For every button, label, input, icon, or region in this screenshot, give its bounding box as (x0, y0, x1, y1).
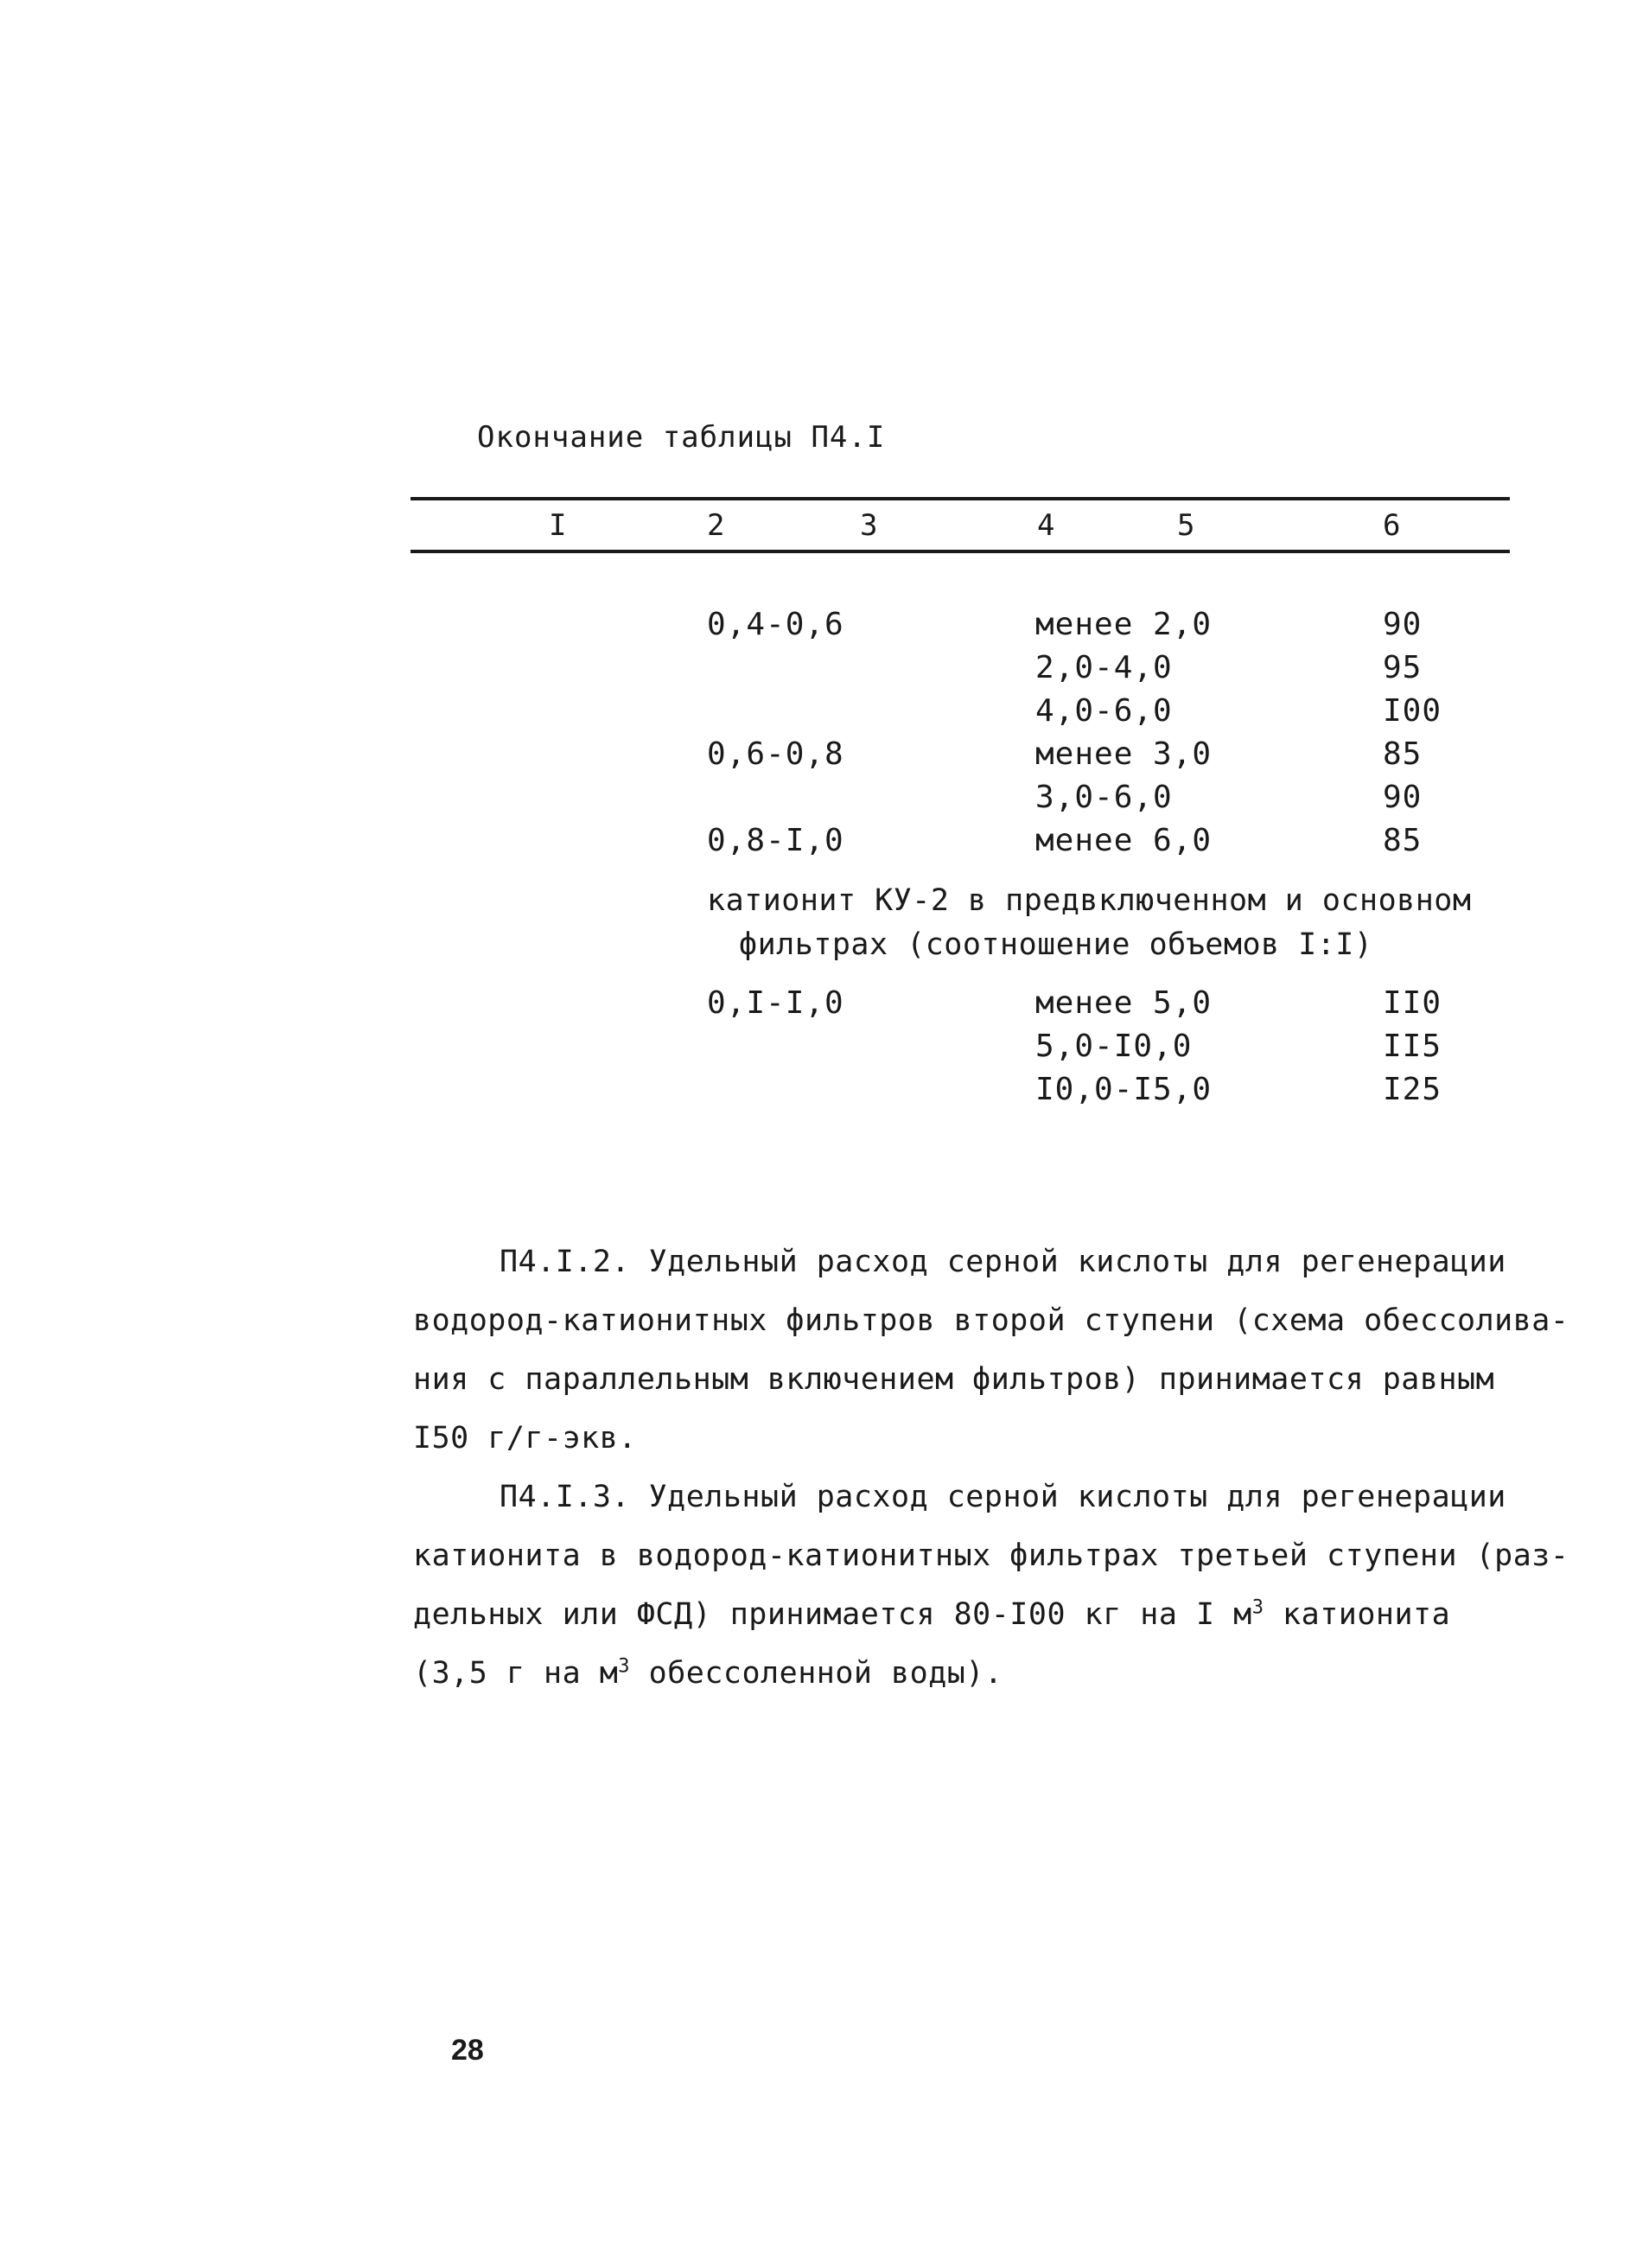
paragraph-2-line-4 (413, 1656, 1003, 1691)
table-cell-col45: менее 2,0 (1035, 607, 1213, 642)
paragraph-1-line-1: П4.I.2. Удельный расход серной кислоты для регенерации (500, 1245, 1506, 1279)
paragraph-1-line-2: водород-катионитных фильтров второй ступени (схема обессолива- (413, 1303, 1569, 1338)
paragraph-2-line-4-tail: обессоленной воды). (630, 1656, 1003, 1691)
table-cell-col45: 5,0-I0,0 (1035, 1029, 1193, 1064)
table-cell-col6: II5 (1383, 1029, 1442, 1064)
table-cell-col6: I25 (1383, 1072, 1442, 1107)
table-cell-col45: менее 6,0 (1035, 823, 1213, 858)
column-number-4: 4 (1037, 508, 1055, 543)
table-cell-col45: 4,0-6,0 (1035, 693, 1173, 729)
table-cell-col45: I0,0-I5,0 (1035, 1072, 1213, 1107)
paragraph-2-line-4-text: (3,5 г на м (413, 1656, 619, 1691)
column-number-5: 5 (1177, 508, 1195, 543)
paragraph-2-line-3-tail: катионита (1264, 1597, 1451, 1632)
column-number-6: 6 (1383, 508, 1401, 543)
paragraph-2-line-1: П4.I.3. Удельный расход серной кислоты для регенерации (500, 1480, 1506, 1514)
page-number: 28 (451, 2034, 484, 2067)
table-cell-col2: 0,6-0,8 (707, 736, 844, 772)
table-caption: Окончание таблицы П4.I (477, 420, 886, 455)
paragraph-1-line-4: I50 г/г-экв. (413, 1421, 637, 1456)
paragraph-1-line-3: ния с параллельным включением фильтров) принимается равным (413, 1362, 1495, 1397)
table-cell-col6: 95 (1383, 650, 1423, 685)
table-cell-col45: 2,0-4,0 (1035, 650, 1173, 685)
table-top-rule (411, 497, 1510, 500)
column-number-1: I (549, 508, 567, 543)
column-number-2: 2 (707, 508, 725, 543)
paragraph-2-line-3-text: дельных или ФСД) принимается 80-I00 кг на I м (413, 1597, 1252, 1632)
table-cell-col2: 0,8-I,0 (707, 823, 844, 858)
paragraph-2-line-2: катионита в водород-катионитных фильтрах третьей ступени (раз- (413, 1539, 1569, 1573)
paragraph-2-line-3 (413, 1597, 1450, 1632)
table-cell-col6: 90 (1383, 607, 1423, 642)
table-cell-col6: 85 (1383, 736, 1423, 772)
table-cell-col6: II0 (1383, 985, 1442, 1021)
table-cell-col45: 3,0-6,0 (1035, 780, 1173, 815)
table-cell-col6: 85 (1383, 823, 1423, 858)
column-number-3: 3 (860, 508, 878, 543)
superscript-cubic: 3 (618, 1655, 631, 1678)
table-cell-col2: 0,4-0,6 (707, 607, 844, 642)
table-cell-col2: 0,I-I,0 (707, 985, 844, 1021)
table-cell-col45: менее 5,0 (1035, 985, 1213, 1021)
table-header-rule (411, 550, 1510, 553)
table-cell-col45: менее 3,0 (1035, 736, 1213, 772)
table-subheading-line-2: фильтрах (соотношение объемов I:I) (739, 927, 1373, 962)
table-subheading-line-1: катионит КУ-2 в предвключенном и основном (707, 883, 1472, 918)
table-cell-col6: I00 (1383, 693, 1442, 729)
superscript-cubic: 3 (1251, 1596, 1264, 1619)
table-cell-col6: 90 (1383, 780, 1423, 815)
